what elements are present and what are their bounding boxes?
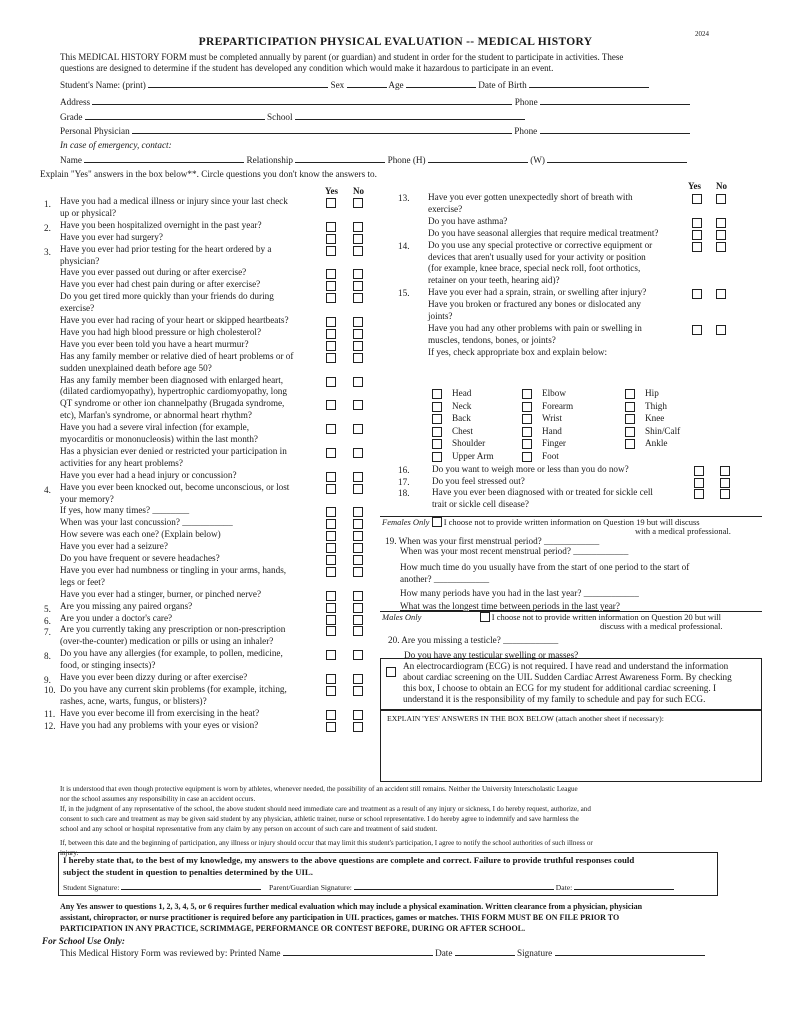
yes-checkbox[interactable] bbox=[326, 281, 336, 291]
question-text: Do you have seasonal allergies that require medical treatment? bbox=[428, 227, 659, 238]
no-checkbox[interactable] bbox=[353, 341, 363, 351]
question-number: 13. bbox=[398, 193, 410, 203]
question-text: Have you been hospitalized overnight in the past year? bbox=[60, 219, 262, 230]
footer-line-1: Any Yes answer to questions 1, 2, 3, 4, 5, or 6 requires further medical evaluation which may include a physical examination. Written clearance from a physician, physician bbox=[60, 902, 643, 911]
yes-checkbox[interactable] bbox=[326, 710, 336, 720]
yes-checkbox[interactable] bbox=[326, 484, 336, 494]
no-checkbox[interactable] bbox=[353, 722, 363, 732]
no-checkbox[interactable] bbox=[353, 650, 363, 660]
body-part-checkbox[interactable] bbox=[432, 439, 442, 449]
yes-checkbox[interactable] bbox=[326, 531, 336, 541]
question-number: 17. bbox=[398, 476, 410, 487]
reviewed-date-field[interactable] bbox=[455, 946, 515, 956]
no-checkbox[interactable] bbox=[353, 269, 363, 279]
question-number: 1. bbox=[44, 199, 51, 209]
yes-checkbox[interactable] bbox=[326, 615, 336, 625]
yes-checkbox[interactable] bbox=[326, 603, 336, 613]
question-text: retainer on your teeth, hearing aid)? bbox=[428, 275, 560, 286]
age-label: Age bbox=[388, 80, 404, 90]
yes-checkbox[interactable] bbox=[326, 222, 336, 232]
dob-label: Date of Birth bbox=[478, 80, 527, 90]
yes-checkbox[interactable] bbox=[326, 293, 336, 303]
no-checkbox[interactable] bbox=[716, 325, 726, 335]
body-part-checkbox[interactable] bbox=[522, 439, 532, 449]
question-text: If yes, how many times? ________ bbox=[60, 505, 190, 516]
name-field[interactable] bbox=[84, 153, 244, 163]
q19-another: another? ____________ bbox=[400, 574, 490, 584]
legal-line: injury. bbox=[60, 849, 79, 857]
legal-line: school and any school or hospital representative from any claim by any person on account of such care and treatment of said student. bbox=[60, 825, 438, 833]
question-text: Do you have any allergies (for example, to pollen, medicine, bbox=[60, 648, 283, 659]
question-text: exercise? bbox=[60, 303, 95, 314]
no-checkbox[interactable] bbox=[353, 353, 363, 363]
address-label: Address bbox=[60, 97, 91, 107]
question-text: Have you ever had prior testing for the heart ordered by a bbox=[60, 243, 272, 254]
yes-checkbox[interactable] bbox=[326, 567, 336, 577]
emergency-row bbox=[60, 153, 720, 165]
yes-checkbox[interactable] bbox=[326, 234, 336, 244]
females-opt-out-checkbox[interactable] bbox=[432, 517, 442, 527]
question-text: your memory? bbox=[60, 493, 114, 504]
males-label: Males Only bbox=[382, 612, 422, 622]
no-checkbox[interactable] bbox=[716, 242, 726, 252]
no-checkbox[interactable] bbox=[716, 289, 726, 299]
q19-first-period: 19. When was your first menstrual period? ____________ bbox=[385, 536, 600, 546]
question-text: Do you have asthma? bbox=[428, 215, 508, 226]
males-choose-text: I choose not to provide written information on Question 20 but will bbox=[491, 612, 722, 622]
question-text: legs or feet? bbox=[60, 576, 105, 587]
question-text: Have you ever had a sprain, strain, or swelling after injury? bbox=[428, 287, 647, 298]
phone-field[interactable] bbox=[540, 95, 690, 105]
question-text: (over-the-counter) medication or pills or using an inhaler? bbox=[60, 636, 274, 647]
question-text: Have you ever had chest pain during or after exercise? bbox=[60, 279, 261, 290]
body-part-checkbox[interactable] bbox=[522, 414, 532, 424]
body-part-label: Knee bbox=[645, 413, 665, 424]
no-checkbox[interactable] bbox=[353, 222, 363, 232]
no-checkbox[interactable] bbox=[353, 507, 363, 517]
school-label: School bbox=[267, 112, 293, 122]
yes-checkbox[interactable] bbox=[326, 400, 336, 410]
question-text: Have you ever been diagnosed with or treated for sickle cell bbox=[432, 487, 653, 498]
body-part-label: Hip bbox=[645, 388, 659, 398]
no-checkbox[interactable] bbox=[353, 555, 363, 565]
body-part-checkbox[interactable] bbox=[625, 439, 635, 449]
question-number: 5. bbox=[44, 603, 51, 614]
body-part-label: Upper Arm bbox=[452, 451, 494, 461]
question-text: Are you under a doctor's care? bbox=[60, 612, 173, 623]
no-checkbox[interactable] bbox=[353, 246, 363, 256]
question-text: (dilated cardiomyopathy), hypertrophic cardiomyopathy, long bbox=[60, 386, 287, 397]
footer-line-2: assistant, chiropractor, or nurse practitioner is required before any participation in UIL practices, games or matches. THIS FORM MUST BE ON FILE PRIOR TO bbox=[60, 913, 620, 922]
no-checkbox[interactable] bbox=[353, 472, 363, 482]
intro-line-1: This MEDICAL HISTORY FORM must be completed annually by parent (or guardian) and student in order for the student to participate in activities. These bbox=[60, 52, 624, 62]
body-part-label: Back bbox=[452, 413, 471, 424]
emergency-label: In case of emergency, contact: bbox=[60, 140, 172, 150]
ecg-line: understand it is the responsibility of my family to schedule and pay for such ECG. bbox=[403, 694, 706, 704]
legal-line: If, between this date and the beginning of participation, any illness or injury should occur that may limit this student's participation, I agree to notify the school authorities of such illness or bbox=[60, 839, 593, 847]
address-field[interactable] bbox=[92, 95, 512, 105]
question-text: Do you get tired more quickly than your friends do during bbox=[60, 291, 274, 302]
no-checkbox[interactable] bbox=[353, 448, 363, 458]
q19-periods-last-year: How many periods have you had in the last year? ____________ bbox=[400, 588, 639, 598]
sex-label: Sex bbox=[330, 80, 345, 90]
no-checkbox[interactable] bbox=[716, 194, 726, 204]
yes-checkbox[interactable] bbox=[326, 377, 336, 387]
question-number: 14. bbox=[398, 240, 410, 251]
q19-longest-time: What was the longest time between periods in the last year? bbox=[400, 601, 620, 611]
grade-label: Grade bbox=[60, 112, 83, 122]
yes-checkbox[interactable] bbox=[326, 626, 336, 636]
question-text: Has any family member or relative died of heart problems or of bbox=[60, 350, 294, 361]
yes-checkbox[interactable] bbox=[694, 489, 704, 499]
age-field[interactable] bbox=[406, 78, 476, 88]
phone-w-field[interactable] bbox=[547, 153, 687, 163]
yes-checkbox[interactable] bbox=[692, 218, 702, 228]
body-part-label: Foot bbox=[542, 451, 559, 461]
relationship-field[interactable] bbox=[295, 153, 385, 163]
question-text: Do you have any current skin problems (for example, itching, bbox=[60, 683, 287, 694]
body-part-checkbox[interactable] bbox=[522, 389, 532, 399]
q19-recent-period: When was your most recent menstrual period? ____________ bbox=[400, 546, 629, 556]
question-number: 18. bbox=[398, 488, 410, 499]
question-text: joints? bbox=[428, 311, 453, 321]
no-checkbox[interactable] bbox=[353, 686, 363, 696]
right-no-header: No bbox=[716, 181, 727, 191]
student-signature-label: Student Signature: bbox=[63, 883, 120, 892]
question-number: 12. bbox=[44, 720, 56, 731]
males-opt-out-checkbox[interactable] bbox=[480, 612, 490, 622]
no-checkbox[interactable] bbox=[716, 218, 726, 228]
yes-checkbox[interactable] bbox=[326, 555, 336, 565]
question-text: Have you ever had a stinger, burner, or pinched nerve? bbox=[60, 588, 262, 599]
females-label: Females Only bbox=[382, 517, 430, 527]
body-part-label: Elbow bbox=[542, 388, 566, 398]
no-checkbox[interactable] bbox=[353, 519, 363, 529]
reviewed-label: This Medical History Form was reviewed by: Printed Name bbox=[60, 948, 281, 958]
legal-line: If, in the judgment of any representative of the school, the above student should need immediate care and treatment as a result of any injury or sickness, I do hereby request, authorize, and bbox=[60, 805, 591, 813]
question-text: Do you want to weigh more or less than you do now? bbox=[432, 464, 629, 474]
physician-field[interactable] bbox=[132, 124, 512, 134]
yes-checkbox[interactable] bbox=[326, 472, 336, 482]
question-text: Has any family member been diagnosed with enlarged heart, bbox=[60, 374, 284, 385]
question-text: exercise? bbox=[428, 203, 463, 214]
question-text: Are you missing any paired organs? bbox=[60, 600, 193, 611]
body-part-checkbox[interactable] bbox=[432, 452, 442, 462]
question-text: QT syndrome or other ion channelpathy (Brugada syndrome, bbox=[60, 398, 285, 409]
yes-checkbox[interactable] bbox=[326, 341, 336, 351]
question-text: If yes, check appropriate box and explain below: bbox=[428, 346, 608, 357]
body-part-label: Shin/Calf bbox=[645, 425, 681, 436]
females-choose-text: I choose not to provide written information on Question 19 but will discuss bbox=[443, 517, 700, 527]
no-checkbox[interactable] bbox=[353, 424, 363, 434]
question-text: devices that aren't usually used for your activity or position bbox=[428, 251, 646, 262]
address-row bbox=[60, 95, 720, 107]
q20-testicular-swelling: Do you have any testicular swelling or masses? ____________ bbox=[404, 650, 636, 660]
body-part-checkbox[interactable] bbox=[522, 427, 532, 437]
question-text: up or physical? bbox=[60, 207, 117, 218]
ecg-section bbox=[380, 658, 762, 710]
statement-line-1: I hereby state that, to the best of my knowledge, my answers to the above questions are complete and correct. Failure to provide truthful responses could bbox=[63, 855, 635, 865]
yes-checkbox[interactable] bbox=[326, 650, 336, 660]
question-text: Have you had a severe viral infection (for example, bbox=[60, 422, 250, 433]
student-info-row bbox=[60, 78, 720, 92]
reviewed-signature-label: Signature bbox=[517, 948, 553, 958]
physician-row bbox=[60, 124, 720, 136]
no-checkbox[interactable] bbox=[720, 489, 730, 499]
question-number: 6. bbox=[44, 615, 51, 626]
relationship-label: Relationship bbox=[246, 155, 293, 165]
q19-time-between: How much time do you usually have from the start of one period to the start of bbox=[400, 562, 690, 572]
question-text: Have you ever gotten unexpectedly short of breath with bbox=[428, 192, 633, 202]
yes-checkbox[interactable] bbox=[326, 507, 336, 517]
left-yes-header: Yes bbox=[325, 186, 338, 196]
question-text: Have you ever had a head injury or concussion? bbox=[60, 469, 237, 480]
reviewed-date-label: Date bbox=[435, 948, 453, 958]
statement-line-2: subject the student in question to penalties determined by the UIL. bbox=[63, 867, 313, 877]
no-checkbox[interactable] bbox=[353, 626, 363, 636]
body-part-checkbox[interactable] bbox=[625, 402, 635, 412]
no-checkbox[interactable] bbox=[353, 543, 363, 553]
student-signature-field[interactable] bbox=[121, 883, 261, 890]
form-title: PREPARTICIPATION PHYSICAL EVALUATION -- MEDICAL HISTORY bbox=[198, 36, 593, 48]
yes-checkbox[interactable] bbox=[326, 317, 336, 327]
ecg-checkbox[interactable] bbox=[386, 667, 396, 677]
body-part-checkbox[interactable] bbox=[432, 389, 442, 399]
student-name-label: Student's Name: (print) bbox=[60, 80, 146, 90]
no-checkbox[interactable] bbox=[353, 293, 363, 303]
question-number: 16. bbox=[398, 465, 410, 475]
yes-checkbox[interactable] bbox=[326, 543, 336, 553]
dob-field[interactable] bbox=[529, 78, 649, 88]
question-text: Have you ever had racing of your heart or skipped heartbeats? bbox=[60, 315, 289, 325]
question-text: sudden unexplained death before age 50? bbox=[60, 362, 212, 373]
explain-instruction: Explain "Yes" answers in the box below**. Circle questions you don't know the answers to. bbox=[40, 169, 377, 179]
females-choose-text-2: with a medical professional. bbox=[635, 526, 731, 536]
question-text: Have you ever passed out during or after exercise? bbox=[60, 267, 247, 278]
question-text: myocarditis or mononucleosis) within the last month? bbox=[60, 434, 259, 444]
yes-checkbox[interactable] bbox=[694, 466, 704, 476]
ecg-text bbox=[403, 661, 761, 705]
question-text: Have you ever been knocked out, become unconscious, or lost bbox=[60, 481, 290, 492]
question-text: Have you had high blood pressure or high cholesterol? bbox=[60, 326, 262, 337]
statement-box bbox=[58, 852, 718, 896]
body-part-checkbox[interactable] bbox=[625, 427, 635, 437]
yes-checkbox[interactable] bbox=[326, 448, 336, 458]
question-text: Are you currently taking any prescription or non-prescription bbox=[60, 624, 286, 635]
yes-checkbox[interactable] bbox=[326, 519, 336, 529]
body-part-label: Wrist bbox=[542, 413, 563, 424]
student-name-field[interactable] bbox=[148, 78, 328, 88]
question-text: etc), Marfan's syndrome, or abnormal heart rhythm? bbox=[60, 410, 252, 421]
sex-field[interactable] bbox=[347, 78, 387, 88]
question-text: Have you ever become ill from exercising in the heat? bbox=[60, 707, 260, 718]
question-text: Have you had a medical illness or injury since your last check bbox=[60, 196, 288, 206]
grade-field[interactable] bbox=[85, 110, 265, 120]
no-checkbox[interactable] bbox=[353, 710, 363, 720]
question-text: When was your last concussion? ___________ bbox=[60, 517, 233, 528]
yes-checkbox[interactable] bbox=[692, 289, 702, 299]
body-part-checkbox[interactable] bbox=[432, 402, 442, 412]
question-text: Do you use any special protective or corrective equipment or bbox=[428, 239, 653, 250]
signature-date-field[interactable] bbox=[574, 883, 674, 890]
student-signature-row bbox=[63, 883, 674, 892]
no-checkbox[interactable] bbox=[353, 329, 363, 339]
yes-checkbox[interactable] bbox=[692, 230, 702, 240]
body-part-checkbox[interactable] bbox=[432, 427, 442, 437]
parent-signature-field[interactable] bbox=[354, 883, 554, 890]
ecg-line: An electrocardiogram (ECG) is not required. I have read and understand the information bbox=[403, 661, 729, 671]
no-checkbox[interactable] bbox=[720, 478, 730, 488]
legal-line: consent to such care and treatment as may be given said student by any physician, athletic trainer, nurse or school representative. I do hereby agree to indemnify and save harmless the bbox=[60, 815, 579, 823]
question-text: Have you had any problems with your eyes or vision? bbox=[60, 719, 259, 730]
question-number: 2. bbox=[44, 222, 51, 233]
body-part-label: Head bbox=[452, 388, 472, 398]
legal-line: nor the school assumes any responsibility in case an accident occurs. bbox=[60, 795, 256, 803]
males-choose-text-2: discuss with a medical professional. bbox=[600, 621, 723, 631]
yes-checkbox[interactable] bbox=[326, 674, 336, 684]
explain-yes-box[interactable] bbox=[380, 710, 762, 782]
question-text: How severe was each one? (Explain below) bbox=[60, 529, 221, 540]
intro-line-2: questions are designed to determine if the student has developed any condition which would make it hazardous to participate in an event. bbox=[60, 63, 554, 73]
question-number: 3. bbox=[44, 246, 51, 257]
question-text: trait or sickle cell disease? bbox=[432, 498, 529, 509]
physician-label: Personal Physician bbox=[60, 126, 130, 136]
body-part-label: Ankle bbox=[645, 438, 668, 449]
yes-checkbox[interactable] bbox=[326, 722, 336, 732]
body-part-checkbox[interactable] bbox=[522, 402, 532, 412]
phone-label: Phone bbox=[514, 97, 538, 107]
question-text: (for example, knee brace, special neck roll, foot orthotics, bbox=[428, 263, 641, 274]
left-no-header: No bbox=[353, 186, 364, 196]
question-number: 7. bbox=[44, 627, 51, 638]
no-checkbox[interactable] bbox=[353, 317, 363, 327]
question-text: physician? bbox=[60, 255, 100, 266]
no-checkbox[interactable] bbox=[353, 484, 363, 494]
question-text: activities for any heart problems? bbox=[60, 457, 183, 468]
no-checkbox[interactable] bbox=[353, 567, 363, 577]
yes-checkbox[interactable] bbox=[692, 325, 702, 335]
phone2-label: Phone bbox=[514, 126, 538, 136]
body-part-checkbox[interactable] bbox=[432, 414, 442, 424]
ecg-line: about cardiac screening on the UIL Sudden Cardiac Arrest Awareness Form. By checking bbox=[403, 672, 732, 682]
yes-checkbox[interactable] bbox=[326, 269, 336, 279]
yes-checkbox[interactable] bbox=[326, 329, 336, 339]
no-checkbox[interactable] bbox=[353, 603, 363, 613]
question-text: Have you ever had numbness or tingling in your arms, hands, bbox=[60, 564, 287, 575]
reviewed-row bbox=[60, 946, 750, 958]
signature-date-label: Date: bbox=[555, 883, 573, 892]
body-part-checkbox[interactable] bbox=[522, 452, 532, 462]
school-field[interactable] bbox=[295, 110, 525, 120]
phone2-field[interactable] bbox=[540, 124, 690, 134]
explain-box-label: EXPLAIN 'YES' ANSWERS IN THE BOX BELOW (attach another sheet if necessary): bbox=[387, 714, 664, 723]
body-part-label: Chest bbox=[452, 425, 473, 436]
no-checkbox[interactable] bbox=[716, 230, 726, 240]
question-text: muscles, tendons, bones, or joints? bbox=[428, 334, 556, 345]
question-text: Do you feel stressed out? bbox=[432, 475, 525, 486]
yes-checkbox[interactable] bbox=[326, 246, 336, 256]
question-number: 10. bbox=[44, 684, 56, 695]
yes-checkbox[interactable] bbox=[692, 194, 702, 204]
body-part-label: Forearm bbox=[542, 400, 574, 411]
body-part-label: Finger bbox=[542, 438, 566, 449]
reviewed-signature-field[interactable] bbox=[555, 946, 705, 956]
no-checkbox[interactable] bbox=[353, 377, 363, 387]
phone-w-label: (W) bbox=[530, 155, 545, 165]
no-checkbox[interactable] bbox=[353, 674, 363, 684]
yes-checkbox[interactable] bbox=[326, 198, 336, 208]
no-checkbox[interactable] bbox=[353, 400, 363, 410]
body-part-label: Neck bbox=[452, 400, 472, 411]
yes-checkbox[interactable] bbox=[326, 424, 336, 434]
no-checkbox[interactable] bbox=[353, 591, 363, 601]
right-yes-header: Yes bbox=[688, 181, 701, 191]
phone-h-label: Phone (H) bbox=[387, 155, 426, 165]
legal-line: It is understood that even though protective equipment is worn by athletes, whenever needed, the possibility of an accident still remains. Neither the University Interscholastic League bbox=[60, 785, 578, 793]
school-use-label: For School Use Only: bbox=[42, 936, 125, 946]
phone-h-field[interactable] bbox=[428, 153, 528, 163]
question-text: Has a physician ever denied or restricted your participation in bbox=[60, 445, 287, 456]
question-number: 9. bbox=[44, 675, 51, 685]
question-text: Do you have frequent or severe headaches? bbox=[60, 553, 220, 563]
footer-line-3: PARTICIPATION IN ANY PRACTICE, SCRIMMAGE, PERFORMANCE OR CONTEST BEFORE, DURING OR AFTER SCHOOL. bbox=[60, 924, 526, 933]
reviewed-name-field[interactable] bbox=[283, 946, 433, 956]
question-number: 11. bbox=[44, 708, 56, 719]
body-part-label: Hand bbox=[542, 425, 562, 436]
name-label: Name bbox=[60, 155, 82, 165]
yes-checkbox[interactable] bbox=[326, 353, 336, 363]
question-text: Have you ever been told you have a heart murmur? bbox=[60, 338, 249, 349]
question-text: Have you ever had a seizure? bbox=[60, 541, 168, 552]
q20-missing-testicle: 20. Are you missing a testicle? ____________ bbox=[388, 635, 559, 645]
question-text: Have you had any other problems with pain or swelling in bbox=[428, 322, 642, 333]
question-text: rashes, acne, warts, fungus, or blisters)? bbox=[60, 695, 207, 706]
question-number: 4. bbox=[44, 484, 51, 495]
form-code: 2024 bbox=[695, 30, 709, 38]
no-checkbox[interactable] bbox=[720, 466, 730, 476]
yes-checkbox[interactable] bbox=[326, 591, 336, 601]
body-part-label: Thigh bbox=[645, 400, 667, 411]
body-part-label: Shoulder bbox=[452, 438, 486, 449]
question-text: Have you broken or fractured any bones or dislocated any bbox=[428, 299, 642, 310]
grade-row bbox=[60, 110, 720, 122]
no-checkbox[interactable] bbox=[353, 281, 363, 291]
body-part-checkbox[interactable] bbox=[625, 414, 635, 424]
yes-checkbox[interactable] bbox=[326, 686, 336, 696]
no-checkbox[interactable] bbox=[353, 234, 363, 244]
legal-text bbox=[60, 784, 750, 858]
question-number: 15. bbox=[398, 288, 410, 299]
no-checkbox[interactable] bbox=[353, 531, 363, 541]
question-text: food, or stinging insects)? bbox=[60, 660, 156, 671]
body-part-checkbox[interactable] bbox=[625, 389, 635, 399]
question-number: 8. bbox=[44, 651, 51, 662]
no-checkbox[interactable] bbox=[353, 198, 363, 208]
parent-signature-label: Parent/Guardian Signature: bbox=[269, 883, 352, 892]
no-checkbox[interactable] bbox=[353, 615, 363, 625]
question-text: Have you ever been dizzy during or after exercise? bbox=[60, 672, 248, 682]
yes-checkbox[interactable] bbox=[692, 242, 702, 252]
ecg-line: this box, I choose to obtain an ECG for my student for additional cardiac screening. I bbox=[403, 683, 717, 693]
question-text: Have you ever had surgery? bbox=[60, 231, 163, 242]
yes-checkbox[interactable] bbox=[694, 478, 704, 488]
